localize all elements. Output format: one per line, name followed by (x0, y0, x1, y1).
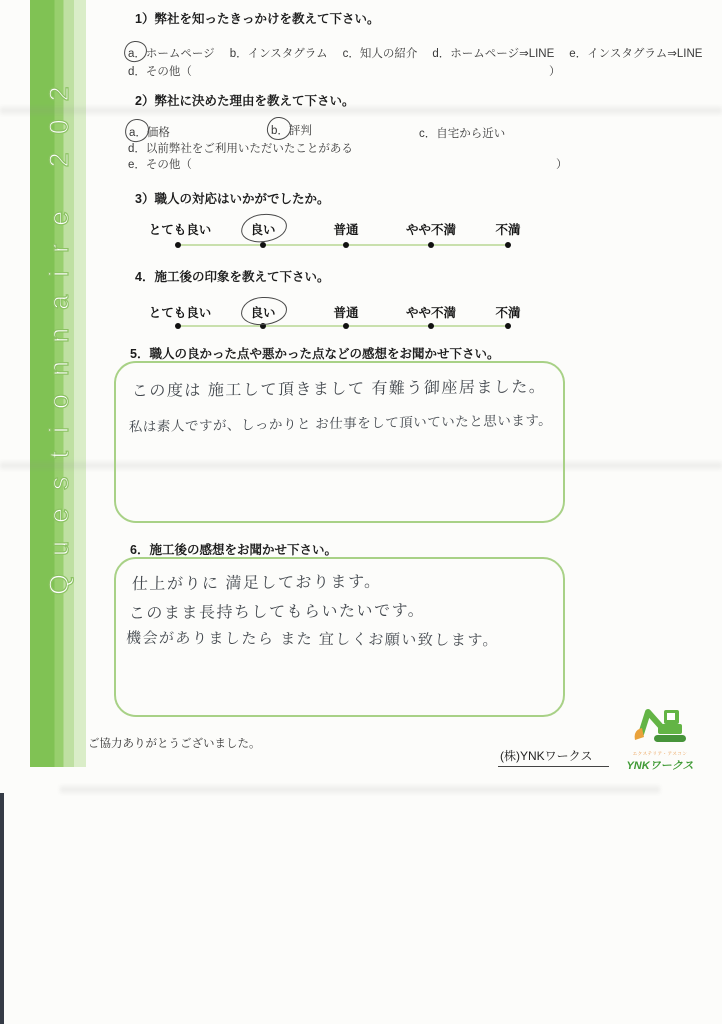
footer-company-name: (株)YNKワークス (498, 747, 609, 767)
q2-close-paren: ） (556, 159, 568, 171)
company-logo (624, 704, 696, 773)
q3-scale-label-3: 普通 (333, 223, 359, 237)
q1-option-e-label: インスタグラム⇒LINE (587, 48, 703, 60)
q6-title: 6．施工後の感想をお聞かせ下さい。 (130, 543, 337, 557)
q2-option-c-label: 自宅から近い (436, 128, 506, 140)
scan-crease (0, 107, 722, 114)
q6-handwriting-line-2: このまま長持ちしてもらいたいです。 (128, 602, 426, 623)
q4-scale-label-4: やや不満 (405, 306, 457, 320)
q3-scale-dot-5 (505, 242, 511, 248)
q1-other-option: d．その他（ (128, 66, 192, 78)
q4-title: 4．施工後の印象を教えて下さい。 (135, 270, 330, 284)
q4-scale-dot-1 (175, 323, 181, 329)
q2-other-option: e．その他（ (128, 159, 192, 171)
q1-option-a-letter: a． (128, 48, 146, 60)
q3-scale-label-4: やや不満 (405, 223, 457, 237)
q1-close-paren: ） (549, 66, 561, 78)
q6-handwriting-line-3: 機会がありましたら また 宜しくお願い致します。 (125, 629, 500, 650)
q2-option-a-letter: a． (129, 127, 147, 139)
logo-name: YNKワークス (626, 760, 694, 772)
q2-option-b-letter: b． (271, 125, 289, 137)
scan-edge-shadow (0, 793, 4, 1024)
q2-option-d: d．以前弊社をご利用いただいたことがある (128, 143, 353, 155)
logo-tagline: エクステリア・アスコン (632, 751, 688, 756)
q4-scale-dot-5 (505, 323, 511, 329)
q3-scale-dot-4 (428, 242, 434, 248)
q4-scale-dot-3 (343, 323, 349, 329)
q2-option-b-label: 評判 (288, 125, 312, 137)
q3-scale-dot-3 (343, 242, 349, 248)
footer-thanks-text: ご協力ありがとうございました。 (88, 738, 261, 750)
q1-option-a-label: ホームページ (145, 48, 215, 60)
q1-option-b (230, 45, 328, 61)
q4-scale-label-1: とても良い (148, 306, 212, 320)
q1-option-b-letter: b． (229, 48, 248, 60)
q3-scale-label-1: とても良い (148, 223, 212, 237)
q5-handwriting-line-1: この度は 施工して頂きまして 有難う御座居ました。 (131, 378, 547, 401)
q3-scale-dot-2 (260, 242, 266, 248)
handwritten-circle-q3-selected (240, 212, 288, 244)
sidebar-title: Questionnaire 202 (44, 68, 74, 595)
q4-scale-label-2: 良い (250, 306, 276, 320)
q4-scale-dot-4 (428, 323, 434, 329)
q1-option-e (569, 45, 702, 61)
q5-title: 5．職人の良かった点や悪かった点などの感想をお聞かせ下さい。 (130, 347, 500, 361)
q3-scale-dot-1 (175, 242, 181, 248)
q2-title: 2）弊社に決めた理由を教えて下さい。 (135, 94, 355, 108)
q5-handwriting-line-2: 私は素人ですが、しっかりと お仕事をして頂いていたと思います。 (128, 412, 553, 435)
q1-option-c (343, 45, 418, 61)
q3-scale-label-2: 良い (250, 223, 276, 237)
q2-option-c (419, 125, 505, 141)
q1-option-d (432, 45, 554, 61)
q1-option-c-letter: c． (342, 48, 360, 60)
q1-option-b-label: インスタグラム (247, 48, 328, 60)
handwritten-circle-q4-selected (241, 296, 288, 326)
q4-scale-label-3: 普通 (333, 306, 359, 320)
excavator-icon (628, 704, 692, 746)
q1-option-c-label: 知人の紹介 (359, 48, 418, 60)
q3-scale-label-5: 不満 (495, 223, 521, 237)
q3-title: 3）職人の対応はいかがでしたか。 (135, 192, 330, 206)
q1-option-e-letter: e． (569, 48, 588, 60)
q1-option-d-label: ホームページ⇒LINE (450, 48, 555, 60)
q1-title: 1）弊社を知ったきっかけを教えて下さい。 (135, 12, 380, 26)
q1-option-d-letter: d． (432, 48, 451, 60)
q2-option-a-label: 価格 (146, 127, 170, 139)
scan-crease (60, 786, 660, 793)
q2-option-c-letter: c． (419, 128, 437, 140)
q4-scale-label-5: 不満 (495, 306, 521, 320)
q1-options-row (128, 45, 702, 61)
q6-handwriting-line-1: 仕上がりに 満足しております。 (131, 573, 382, 594)
